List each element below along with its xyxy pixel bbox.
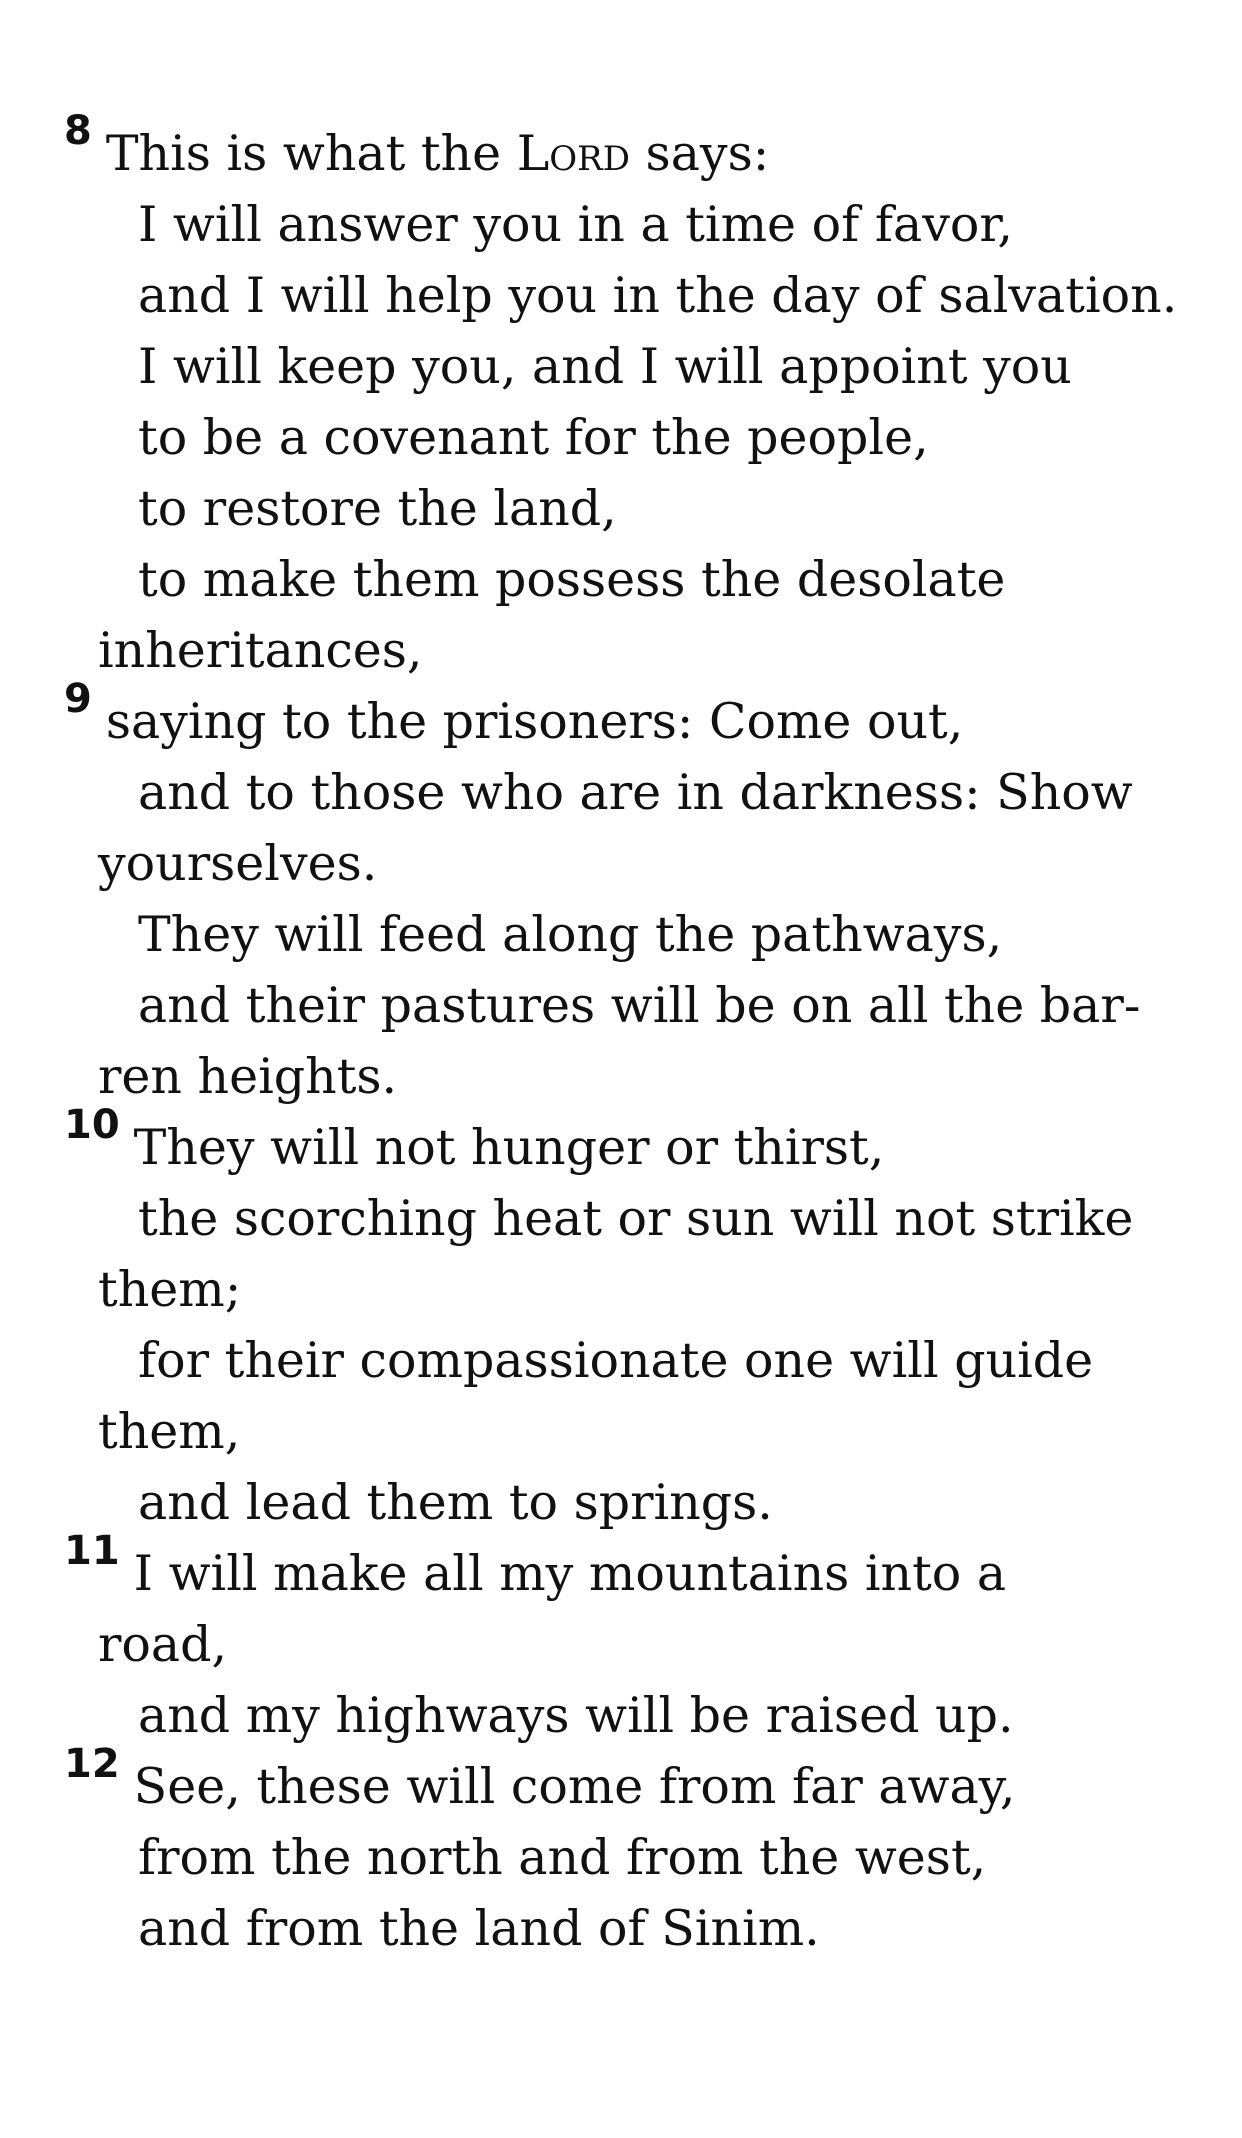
verse-text: They will not hunger or thirst, [133, 1119, 885, 1176]
verse-first-line [64, 1102, 1208, 1183]
verse-line: and lead them to springs. [138, 1474, 773, 1531]
verse-8 [64, 108, 1208, 686]
verse-line-continuation: road, [98, 1616, 228, 1673]
verse-number: 12 [64, 1741, 120, 1787]
verse-11 [64, 1528, 1208, 1751]
verse-line-continuation: ren heights. [98, 1048, 398, 1105]
verse-line: the scorching heat or sun will not strike [138, 1190, 1134, 1247]
verse-line: and my highways will be raised up. [138, 1687, 1014, 1744]
verse-12 [64, 1741, 1208, 1964]
verse-line-continuation: inheritances, [98, 622, 423, 679]
verse-text: I will make all my mountains into a [133, 1545, 1007, 1602]
verse-number: 11 [64, 1528, 120, 1574]
verse-first-line [64, 1741, 1208, 1822]
verse-line: for their compassionate one will guide [138, 1332, 1094, 1389]
verse-number: 10 [64, 1102, 120, 1148]
verse-number: 9 [64, 676, 92, 722]
verse-10 [64, 1102, 1208, 1538]
verse-line: and to those who are in darkness: Show [138, 764, 1133, 821]
verse-line: to make them possess the desolate [138, 551, 1006, 608]
verse-text: saying to the prisoners: Come out, [105, 693, 964, 750]
verse-line: They will feed along the pathways, [138, 906, 1003, 963]
verse-first-line [64, 676, 1208, 757]
verse-9 [64, 676, 1208, 1112]
verse-first-line [64, 1528, 1208, 1609]
scripture-text [64, 108, 1208, 1964]
verse-line: from the north and from the west, [138, 1829, 987, 1886]
verse-line-continuation: yourselves. [98, 835, 378, 892]
verse-line: to be a covenant for the people, [138, 409, 929, 466]
verse-number: 8 [64, 108, 92, 154]
divine-name: Lord [516, 125, 630, 182]
verse-line-continuation: them; [98, 1261, 242, 1318]
verse-text: See, these will come from far away, [133, 1758, 1016, 1815]
verse-line: I will answer you in a time of favor, [138, 196, 1013, 253]
verse-text: This is what the [105, 125, 517, 182]
verse-line: and I will help you in the day of salvation. [138, 267, 1178, 324]
verse-line: and from the land of Sinim. [138, 1900, 820, 1957]
verse-line: and their pastures will be on all the bar- [138, 977, 1141, 1034]
verse-first-line [64, 108, 1208, 189]
verse-text: says: [629, 125, 770, 182]
verse-line: I will keep you, and I will appoint you [138, 338, 1072, 395]
verse-line-continuation: them, [98, 1403, 241, 1460]
verse-line: to restore the land, [138, 480, 617, 537]
